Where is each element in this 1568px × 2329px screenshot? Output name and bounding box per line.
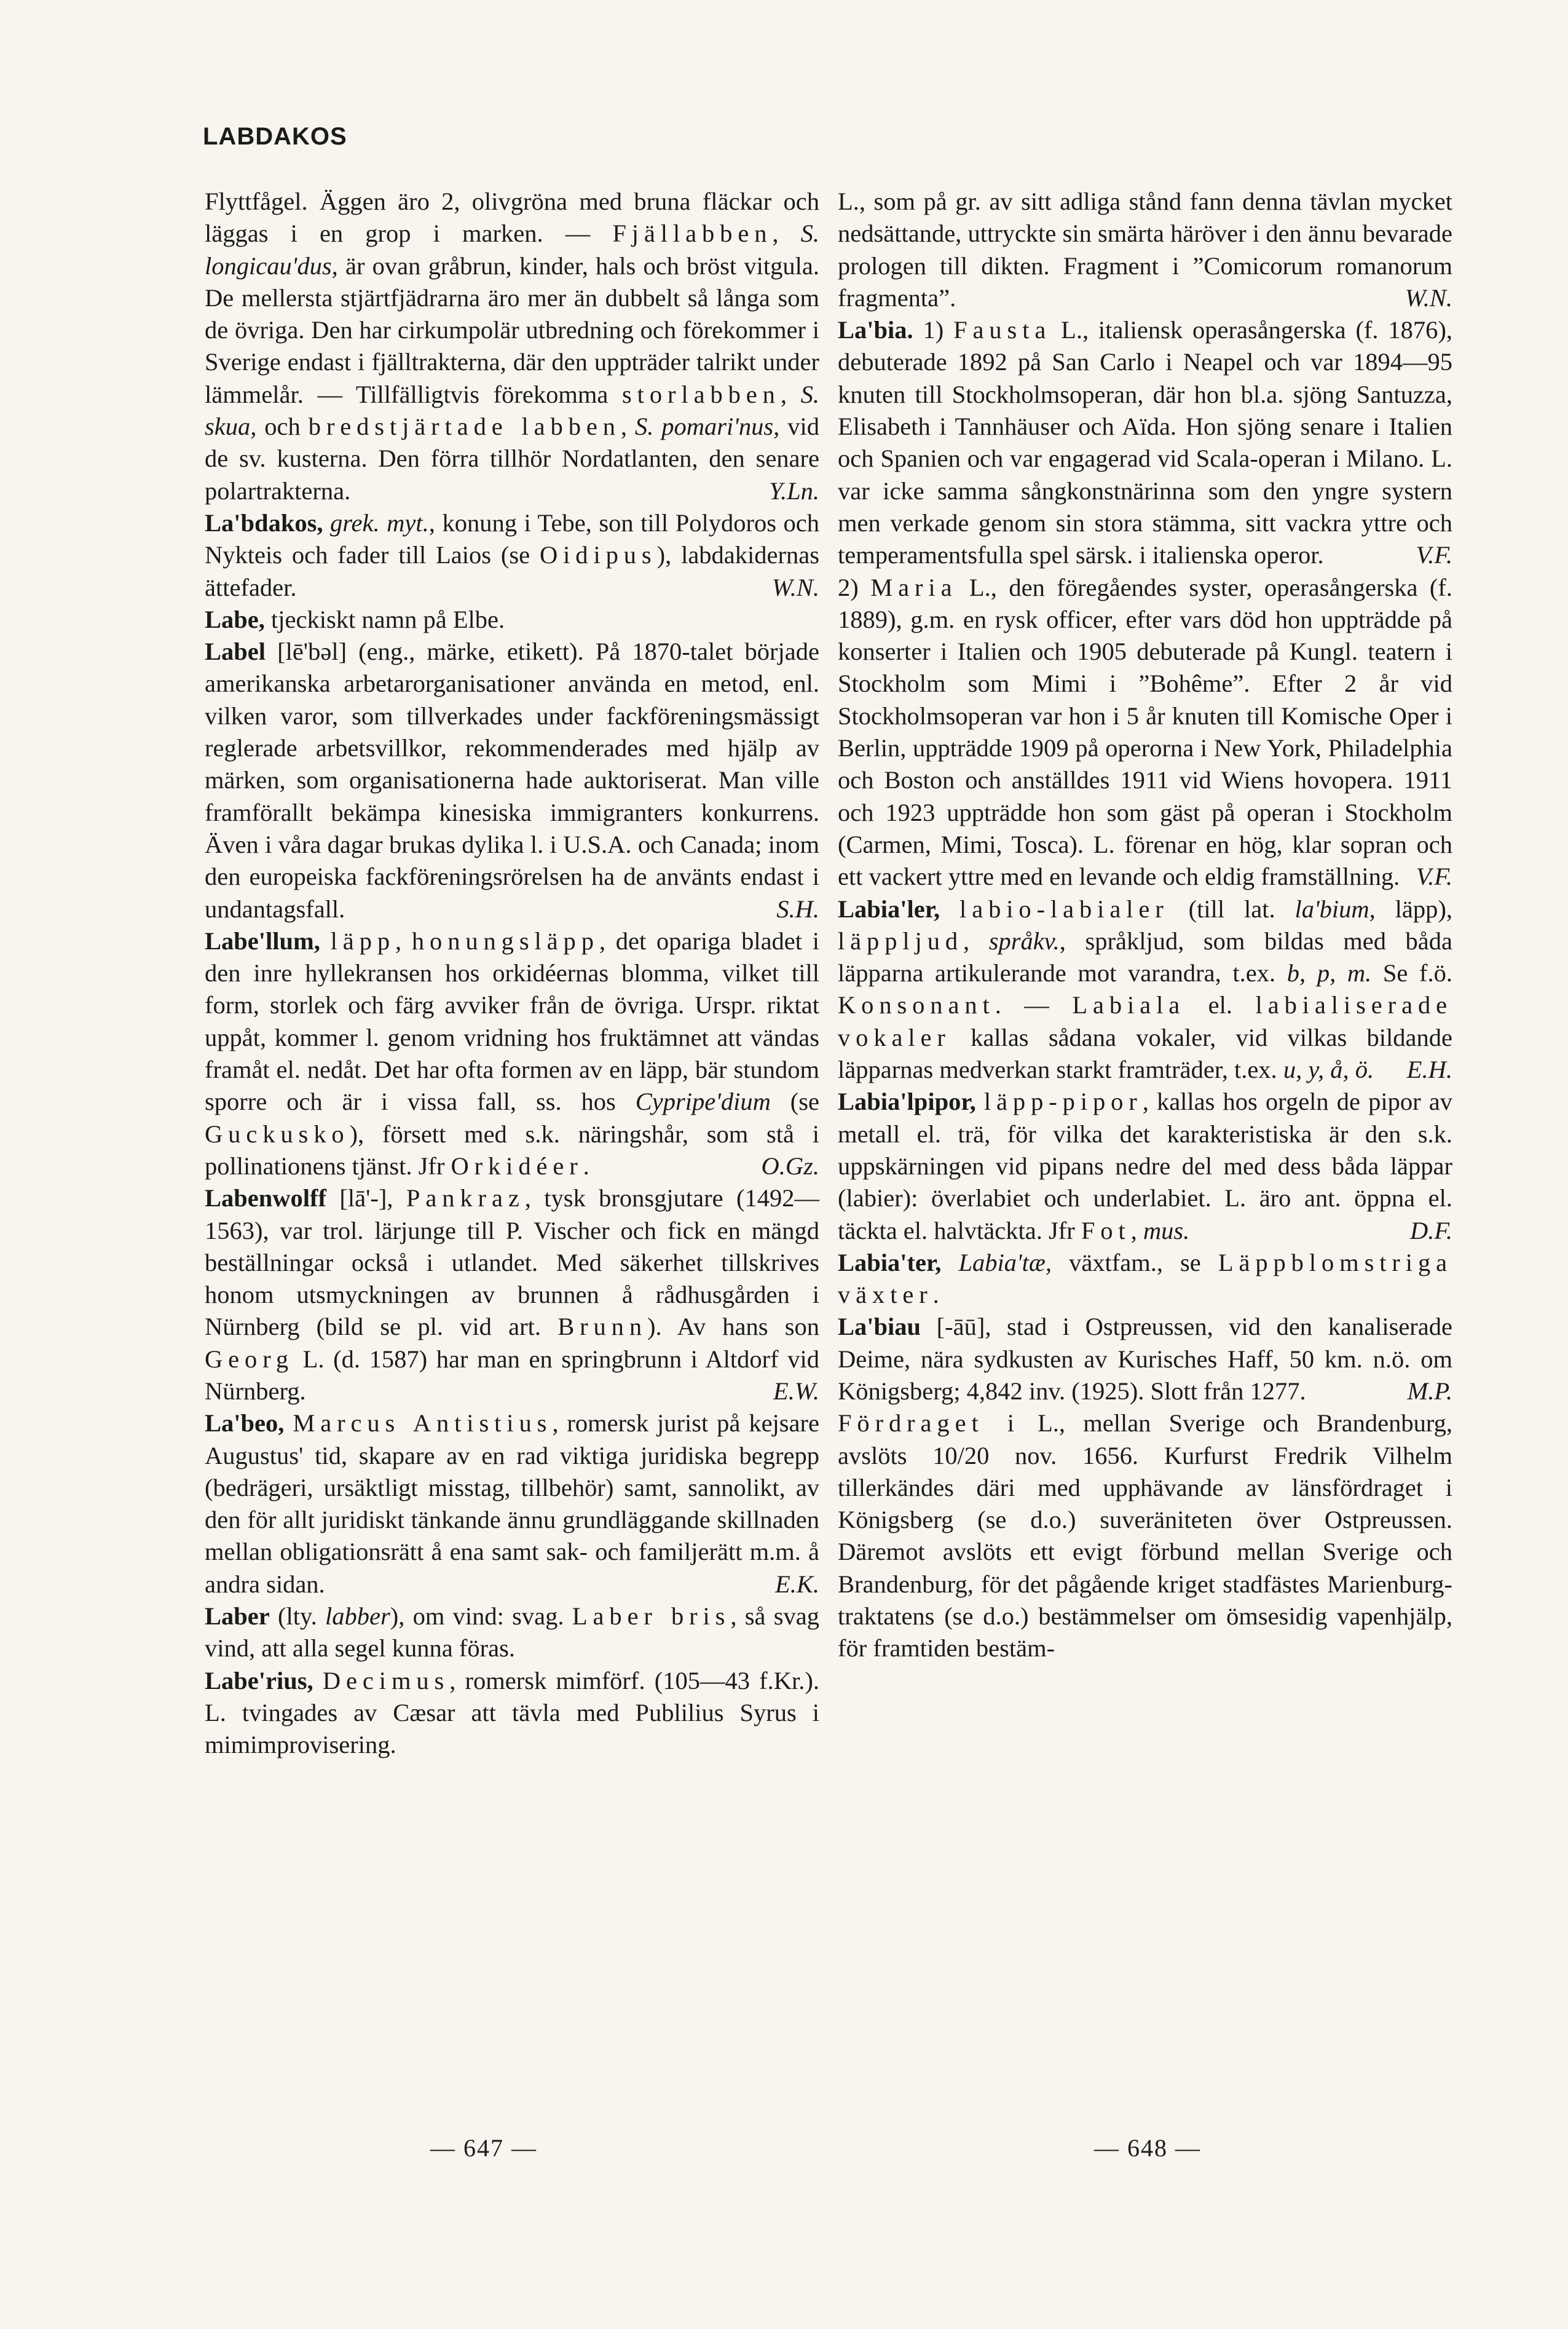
spaced-term: Läppblomstriga växter [838,1248,1453,1309]
entry-headword: Label [205,638,266,666]
entry-text: (se [770,1088,819,1116]
entry-paragraph [838,314,1452,571]
entry-text: , [1130,1216,1143,1244]
spaced-term: labio-labialer [959,895,1169,923]
entry-headword: Labe'llum, [205,927,320,955]
entry-paragraph [838,1311,1452,1407]
spaced-term: Konsonant [838,991,995,1019]
entry-text: (till lat. [1168,895,1295,923]
spaced-term: Fjällabben [612,219,773,248]
spaced-term: Fot [1081,1216,1131,1244]
entry-text: vid de sv. kusterna. Den förra tillhör Nordatlanten, den senare polartrakterna. [205,413,819,505]
italic-term: S. skua, [205,380,819,441]
entry-text: . [583,1152,589,1180]
page-number-right: — 648 — [1094,2134,1201,2162]
author-signature: E.W. [773,1377,819,1405]
entry-text: L., mellan Sverige och Brandenburg, avslöts 10/20 nov. 1656. Kurfurst Fredrik Vilhelm tillerkändes däri med upphävande av länsfördraget i Königsberg (se d.o.) suveräniteten över Ostpreussen. Däremot avslöts ett evigt förbund mellan Sverige och Brandenburg, för det pågående kriget stadfästes Marienburg-traktatens (se d.o.) bestämmelser om ömsesidig vapenhjälp, för framtiden bestäm- [838,1409,1452,1663]
entry-headword: Labe'rius, [205,1666,313,1694]
entry-text: , romersk mimförf. (105—43 f.Kr.). L. tvingades av Cæsar att tävla med Publilius Syrus i mimimprovisering. [205,1666,820,1759]
author-signature: Y.Ln. [769,476,819,505]
italic-term: Labia'tæ, [958,1248,1052,1276]
italic-term: b, p, m. [1286,959,1372,987]
entry-text: , romersk jurist på kejsare Augustus' tid, skapare av en rad viktiga juridiska begrepp (bedrägeri, ursäktligt misstag, tillbehör) samt, sannolikt, av den för allt juridiskt tänkande ännu grundläggande skillnaden mellan obligationsrätt å ena samt sak- och familjerätt m.m. å andra sidan. [205,1409,819,1598]
entry-text: , kallas hos orgeln de pipor av metall el. trä, för vilka det karakteristiska är den s.k. uppskärningen vid pipans nedre del med dess båda läppar (labier): överlabiet och underlabiet. L. äro ant. öppna el. täckta el. halvtäckta. Jfr [838,1088,1453,1244]
entry-paragraph [838,1086,1452,1246]
entry-headword: Labia'ler, [838,895,940,923]
entry-paragraph [838,572,1452,893]
spaced-term: Orkidéer [451,1152,583,1180]
entry-headword: La'bdakos, [205,508,323,537]
entry-text [976,1088,984,1115]
author-signature: W.N. [1405,283,1452,312]
entry-text [284,1409,293,1437]
spaced-term: labialiserade vokaler [838,991,1452,1051]
author-signature: O.Gz. [761,1152,819,1180]
entry-text: , språkljud, som bildas med båda läpparna artikulerande mot varandra, t.ex. [838,927,1452,987]
italic-term: mus. [1143,1216,1190,1244]
italic-term: u, y, å, ö. [1283,1056,1374,1084]
entry-text: L., italiensk operasångerska (f. 1876), debuterade 1892 på San Carlo i Neapel och var 1894—95 knuten till Stockholmsoperan, där hon bl.a. sjöng Santuzza, Elisabeth i Tannhäuser och Aïda. Hon sjöng senare i Italien och Spanien och var engagerad vid Scala-operan i Milano. L. var icke samma sångkonstnärinna som den yngre systern men verkade genom sin stora stämma, sitt vackra yttre och temperamentsfulla spel särsk. i italienska operor. [838,316,1452,569]
entry-text [940,895,959,923]
spaced-term: Decimus [322,1666,450,1694]
author-signature: E.K. [774,1570,819,1598]
entry-text: ), labdakidernas ättefader. [205,541,819,601]
entry-text: el. [1185,991,1256,1019]
entry-text: ). Av hans son [647,1313,819,1341]
entry-text [320,927,331,955]
spaced-term: läpp-pipor [983,1088,1143,1116]
entry-text: . [932,1281,939,1309]
entry-text: 1) [913,316,954,344]
entry-paragraph [205,925,819,1182]
entry-text [941,1249,958,1276]
entry-text: kallas sådana vokaler, vid vilkas bildande läpparnas medverkan starkt framträder, t.ex. [838,1023,1452,1084]
entry-text: L., som på gr. av sitt adliga stånd fann denna tävlan mycket nedsättande, uttryckte sin smärta häröver i den ännu bevarade prologen till dikten. Fragment i ”Comicorum romanorum fragmenta”. [838,188,1452,312]
spaced-term: Fausta [953,316,1052,344]
entry-paragraph [205,1600,819,1665]
entry-paragraph [205,1665,819,1762]
italic-term: S. pomari'nus, [634,413,780,441]
entry-text: ), om vind: svag. [390,1602,572,1631]
italic-term: Cypripe'dium [635,1088,771,1116]
author-signature: E.H. [1406,1056,1452,1084]
spaced-term: Brunn [557,1313,647,1341]
entry-paragraph [205,507,819,604]
entry-text: , [772,219,801,248]
spaced-term: Oidipus [539,541,657,569]
entry-paragraph [205,186,819,507]
entry-headword: Labia'lpipor, [838,1088,976,1116]
entry-text: är ovan gråbrun, kinder, hals och bröst vitgula. De mellersta stjärtfjädrarna äro mer än dubbelt så långa som de övriga. Den har cirkumpolär utbredning och förekommer i Sverige endast i fjälltrakterna, där den uppträder talrikt under lämmelår. — Tillfälligtvis förekomma [205,251,819,408]
spaced-term: Fördraget i [838,1409,1020,1437]
entry-text [323,509,330,537]
entry-text: , det opariga bladet i den inre hyllekransen hos orkidéernas blomma, vilket till form, storlek och färg avviker från de övriga. Urspr. riktat uppåt, kommer l. genom vridning hos fruktämnet att vändas framåt el. nedåt. Det har ofta formen av en läpp, bär stundom sporre och är i vissa fall, ss. hos [205,927,820,1116]
spaced-term: storlabben [622,380,781,408]
author-signature: W.N. [771,573,819,601]
entry-paragraph [205,1407,819,1600]
entry-paragraph [205,1182,819,1407]
entry-text: , [620,413,635,441]
spaced-term: bredstjärtade labben [308,413,621,441]
author-signature: D.F. [1409,1216,1452,1244]
author-signature: M.P. [1407,1377,1452,1405]
entry-headword: Labia'ter, [838,1248,942,1276]
entry-headword: Labenwolff [205,1184,327,1212]
spaced-term: Maria [870,573,958,601]
italic-term: labber [325,1602,390,1631]
entry-text: , tysk bronsgjutare (1492—1563), var trol. lärjunge till P. Vischer och fick en mängd beställningar också i utlandet. Med säkerhet tillskrives honom utsmyckningen av brunnen å rådhusgården i Nürnberg (bild se pl. vid art. [205,1184,819,1341]
entry-text: , så svag vind, att alla segel kunna föras. [205,1602,819,1663]
spaced-term: Labiala [1072,991,1186,1019]
spaced-term: läpp [330,927,396,955]
entry-text: tjeckiskt namn på Elbe. [264,605,505,633]
italic-term: grek. myt. [330,508,429,537]
entry-text: Flyttfågel. Äggen äro 2, olivgröna med bruna fläckar och läggas i en grop i marken. — [205,188,819,248]
entry-headword: Laber [205,1602,270,1631]
entry-text: L., den föregåendes syster, operasångerska (f. 1889), g.m. en rysk officer, efter vars död hon uppträdde på konserter i Italien och 1905 debuterade på Kungl. teatern i Stockholm som Mimi i ”Bohême”. Efter 2 år vid Stockholmsoperan var hon i 5 år knuten till Komische Oper i Berlin, uppträdde 1909 på operorna i New York, Philadelphia och Boston och anställdes 1911 vid Wiens hovopera. 1911 och 1923 uppträdde hon som gäst på operan i Stockholm (Carmen, Mimi, Tosca). L. förenar en hög, klar sopran och ett vackert yttre med en levande och eldig framställning. [838,573,1452,891]
spaced-term: Pankraz [406,1184,525,1212]
entry-text: 2) [838,573,871,601]
entry-text: växtfam., se [1052,1248,1218,1276]
running-head: LABDAKOS [203,123,347,150]
italic-term: språkv. [988,927,1060,955]
entry-text: [lē'bəl] (eng., märke, etikett). På 1870-talet började amerikanska arbetarorganisationer använda en metod, enl. vilken varor, som tillverkades under fackföreningsmässigt reglerade arbetsvillkor, rekommenderades med hjälp av märken, som organisationerna hade auktoriserat. Man ville framförallt bekämpa kinesiska immigranters konkurrens. Även i våra dagar brukas dylika l. i U.S.A. och Canada; inom den europeiska fackföreningsrörelsen ha de använts endast i undantagsfall. [205,638,819,923]
entry-text: , [780,380,801,408]
spaced-term: Georg [205,1345,294,1373]
entry-text: (lty. [269,1602,326,1631]
spaced-term: Marcus Antistius [293,1409,553,1437]
entry-text: [lā'-], [326,1184,406,1212]
entry-text: , [395,927,412,955]
entry-headword: La'biau [838,1313,921,1341]
spaced-term: Guckusko [205,1120,350,1148]
entry-paragraph [205,636,819,925]
entry-headword: La'bia. [838,316,913,344]
left-column [205,186,819,1762]
author-signature: V.F. [1416,863,1452,891]
entry-headword: La'beo, [205,1409,285,1437]
entry-text: , konung i Tebe, son till Polydoros och Nykteis och fader till Laios (se [205,508,819,569]
spaced-term: läppljud [838,927,964,955]
spaced-term: Laber bris [572,1602,731,1631]
entry-text: läpp), [1375,895,1452,923]
page-number-left: — 647 — [430,2134,537,2162]
entry-text: ), försett med s.k. näringshår, som stå i pollinationens tjänst. Jfr [205,1120,819,1180]
entry-text: , [963,927,989,955]
entry-headword: Labe, [205,605,265,633]
spaced-term: honungsläpp [411,927,599,955]
entry-paragraph [205,604,819,636]
entry-paragraph [838,186,1452,314]
entry-paragraph [838,1407,1452,1664]
italic-term: la'bium, [1294,895,1376,923]
entry-paragraph [838,1247,1452,1311]
author-signature: V.F. [1416,541,1452,569]
italic-term: S. longicau'dus, [205,219,820,280]
author-signature: S.H. [776,895,819,923]
entry-text: [-āū], stad i Ostpreussen, vid den kanaliserade Deime, nära sydkusten av Kurisches Haff, 50 km. n.ö. om Königsberg; 4,842 inv. (1925). Slott från 1277. [838,1313,1452,1405]
entry-text: och [256,413,309,441]
entry-text: L. (d. 1587) har man en springbrunn i Altdorf vid Nürnberg. [205,1345,819,1405]
entry-text: . — [995,991,1073,1019]
entry-text: Se f.ö. [1371,959,1452,987]
entry-text [313,1667,323,1694]
right-column [838,186,1452,1665]
entry-paragraph [838,893,1452,1086]
